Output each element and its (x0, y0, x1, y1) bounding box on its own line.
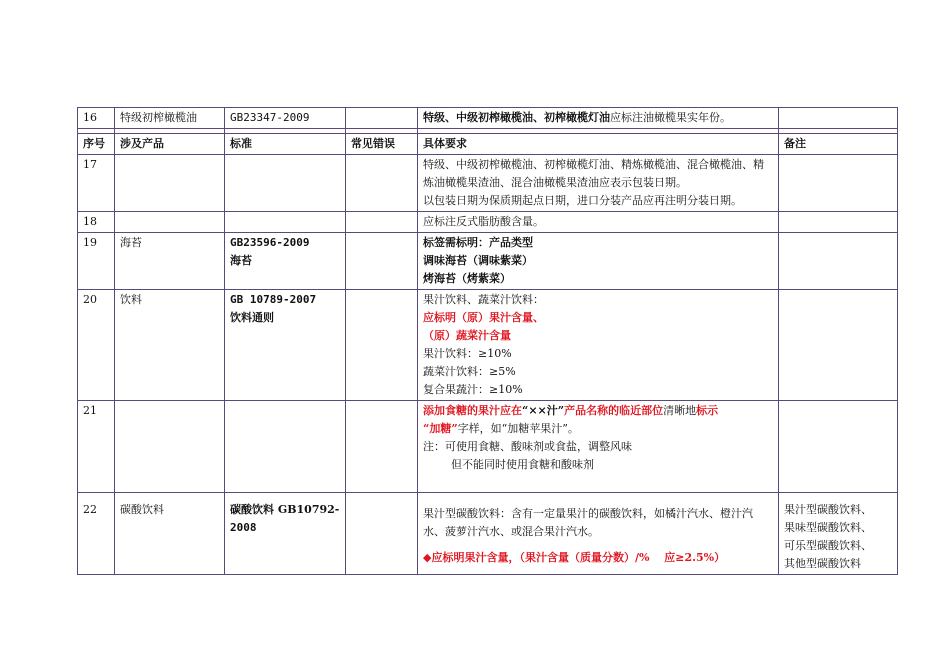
table-row-19 (78, 233, 898, 290)
req-bold: 特级、中级初榨橄榄油、初榨橄榄灯油 (423, 111, 610, 124)
req-rest: 应标注油橄榄果实年份。 (610, 111, 731, 124)
cell-note (779, 108, 898, 129)
cell-no: 22 (78, 493, 115, 575)
cell-requirement: 果汁型碳酸饮料：含有一定量果汁的碳酸饮料，如橘汁汽水、橙汁汽 水、菠萝汁汽水、或混合果汁汽水。 ◆应标明果汁含量，（果汁含量（质量分数）/% 应≥2.5%） (418, 493, 779, 575)
table-row-21 (78, 401, 898, 493)
cell-requirement (418, 108, 779, 129)
header-product: 涉及产品 (115, 134, 225, 155)
cell-requirement: 果汁饮料、蔬菜汁饮料： 应标明（原）果汁含量、 （原）蔬菜汁含量 果汁饮料：≥10% 蔬菜汁饮料：≥5% 复合果蔬汁：≥10% (418, 290, 779, 401)
header-note: 备注 (779, 134, 898, 155)
cell-no: 21 (78, 401, 115, 493)
cell-standard: GB 10789-2007 饮料通则 (225, 290, 346, 401)
cell-no: 20 (78, 290, 115, 401)
table-row-17 (78, 155, 898, 212)
cell-standard: 碳酸饮料 GB10792- 2008 (225, 493, 346, 575)
table-row-16 (78, 108, 898, 129)
table-row-18 (78, 212, 898, 233)
table-row-20 (78, 290, 898, 401)
cell-no: 17 (78, 155, 115, 212)
cell-no: 16 (78, 108, 115, 129)
cell-no: 18 (78, 212, 115, 233)
cell-requirement: 添加食糖的果汁应在“××汁”产品名称的临近部位清晰地标示 “加糖”字样，如“加糖苹果汁”。 注：可使用食糖、酸味剂或食盐，调整风味 但不能同时使用食糖和酸味剂 (418, 401, 779, 493)
cell-product: 碳酸饮料 (115, 493, 225, 575)
cell-requirement: 特级、中级初榨橄榄油、初榨橄榄灯油、精炼橄榄油、混合橄榄油、精 炼油橄榄果渣油、混合油橄榄果渣油应表示包装日期。 以包装日期为保质期起点日期，进口分装产品应再注明分装日期。 (418, 155, 779, 212)
table-header-row (78, 134, 898, 155)
header-error: 常见错误 (346, 134, 418, 155)
cell-no: 19 (78, 233, 115, 290)
cell-requirement: 标签需标明：产品类型 调味海苔（调味紫菜） 烤海苔（烤紫菜） (418, 233, 779, 290)
cell-product: 特级初榨橄榄油 (115, 108, 225, 129)
header-standard: 标准 (225, 134, 346, 155)
table-row-22 (78, 493, 898, 575)
header-no: 序号 (78, 134, 115, 155)
cell-error (346, 108, 418, 129)
header-requirement: 具体要求 (418, 134, 779, 155)
cell-product: 饮料 (115, 290, 225, 401)
regulation-table (77, 107, 898, 575)
cell-requirement: 应标注反式脂肪酸含量。 (418, 212, 779, 233)
cell-standard: GB23596-2009 海苔 (225, 233, 346, 290)
cell-note: 果汁型碳酸饮料、 果味型碳酸饮料、 可乐型碳酸饮料、 其他型碳酸饮料 (779, 493, 898, 575)
cell-product: 海苔 (115, 233, 225, 290)
cell-standard: GB23347-2009 (225, 108, 346, 129)
